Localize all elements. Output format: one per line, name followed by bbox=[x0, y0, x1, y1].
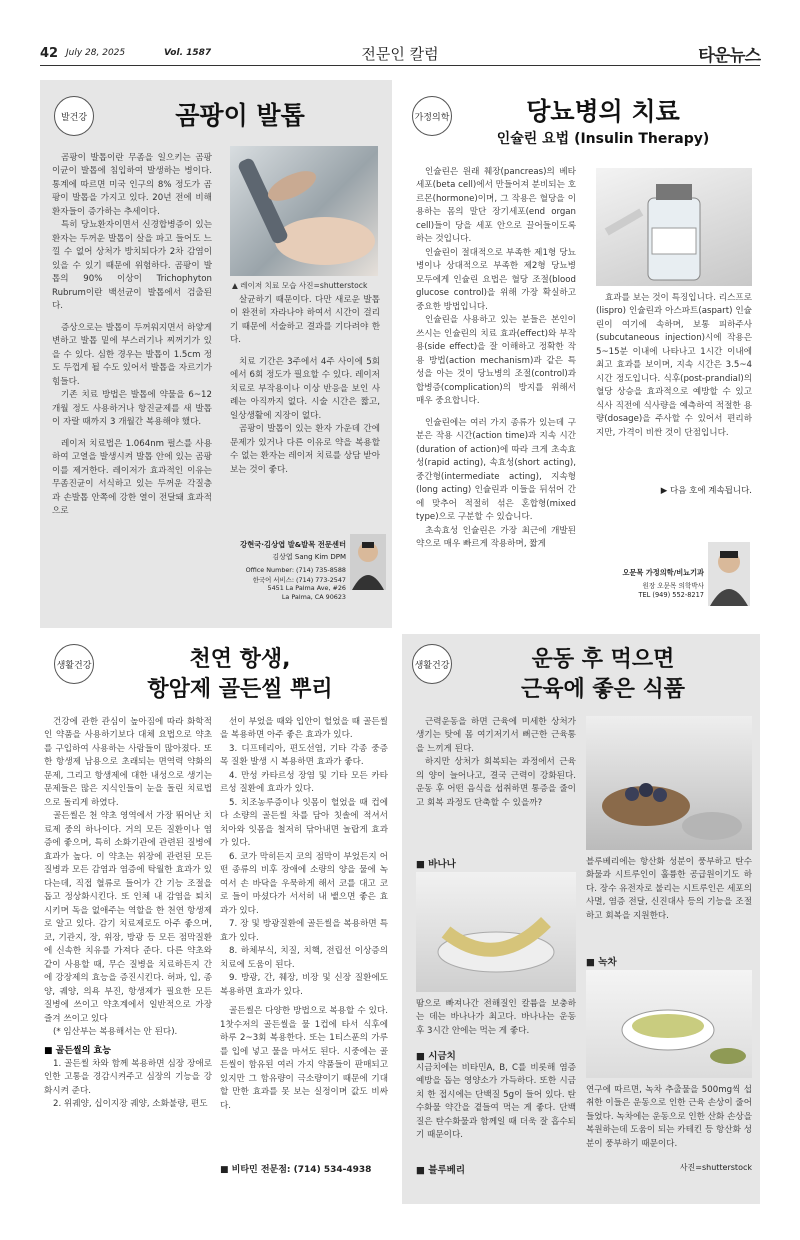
list-item: 2. 위궤양, 십이지장 궤양, 소화불량, 편도 bbox=[53, 1099, 208, 1110]
address-line2: La Palma, CA 90623 bbox=[281, 593, 346, 601]
paragraph: 인슐린이 절대적으로 부족한 제1형 당뇨병이나 상대적으로 부족한 제2형 당뇨병 모두에게 인슐린 요법은 혈당 조절(blood glucose control)을 위해 가장 확실하고 중요한 방법입니다. bbox=[416, 247, 576, 312]
paragraph: 증상으로는 발톱이 두꺼워지면서 하얗게 변하고 발톱 밑에 부스러기나 찌꺼기가 있을 수 있다. 심한 경우는 발톱이 1.5cm 정도 두껍게 될 수도 있어서 발톱을 자르기가 힘들다. bbox=[52, 322, 212, 387]
paragraph: 골든씰은 다양한 방법으로 복용할 수 있다. 1찻수저의 골든씰을 물 1컵에 타서 식후에 하루 2~3회 복용한다. 또는 1티스푼의 가루를 입에 넣고 물을 마셔도 된다. 시중에는 골든씰이 함유된 여러 가지 약품들이 판매되고 있지만 그 함유량이 극소량이기 때문에 기대할 만한 효과를 못 보는 실정이며 값도 비싸다. bbox=[220, 1006, 388, 1111]
article-title-line1: 운동 후 먹으면 bbox=[531, 647, 675, 672]
article-body-col1 bbox=[52, 152, 212, 614]
category-badge: 가정의학 bbox=[412, 96, 452, 136]
list-item: 7. 장 및 방광질환에 골든씰을 복용하면 특효가 있다. bbox=[220, 919, 388, 943]
category-badge: 생활건강 bbox=[54, 644, 94, 684]
article-title: 당뇨병의 치료 bbox=[526, 97, 680, 126]
paragraph: 골든씰은 천 약초 영역에서 가장 뛰어난 치료제 중의 하나이다. 거의 모든 질환이나 염증에 좋으며, 특히 소화기관에 관련된 질병에 효과가 높다. 이 약초는 위장에 관련된 모든 질병과 모든 감염과 염증에 탁월한 효과가 있다는데, 직접 혈류로 들어가 간 기능 조절을 돕고 정상화시킨다. 또 인체 내 감염을 퇴치시키며 독을 없애주는 역할을 한 천연 항생제로 알고 있다. 감기 치료제로도 아주 좋으며, 코, 기관지, 장, 위장, 방광 등 모든 점막질환에 신속한 치유를 가져다 준다. 다른 약초와 같이 사용할 때, 무슨 질병을 치료하든지 간에 강장제의 효능을 증진시킨다. 허파, 입, 종양, 궤양, 의욕 부진, 항생제가 필요한 모든 질병에 쓰이고 약초계에서 일반적으로 가장 즐겨 쓰이고 있다 bbox=[44, 811, 212, 1024]
laser-treatment-photo bbox=[230, 146, 378, 276]
insulin-vial-photo bbox=[596, 168, 752, 286]
article-body-col2 bbox=[230, 294, 380, 522]
paragraph: 인슐린은 원래 췌장(pancreas)의 베타세포(beta cell)에서 만들어져 분비되는 호르몬(hormone)이며, 그 작용은 혈당을 이용하는 몸의 말단 장기세포(end organ cell)들이 당을 세포 안으로 끌어들이도록 하는 것입니다. bbox=[416, 167, 576, 245]
category-badge: 발건강 bbox=[54, 96, 94, 136]
laser-treatment-illustration bbox=[230, 146, 378, 276]
list-item: 8. 하체부식, 치질, 치핵, 전립선 이상증의 치료에 도움이 된다. bbox=[220, 946, 388, 970]
paragraph: 살균하기 때문이다. 다만 새로운 발톱이 완전히 자라나야 하여서 시간이 걸리기 때문에 서술하고 결과를 기다려야 한다. bbox=[230, 295, 380, 346]
masthead-logo: 타운뉴스 bbox=[698, 46, 760, 66]
photo-caption: ▲ 레이저 치료 모습 사진=shutterstock bbox=[232, 281, 368, 290]
list-item: 9. 방광, 간, 췌장, 비장 및 신장 질환에도 복용하면 효과가 있다. bbox=[220, 973, 388, 997]
green-tea-photo bbox=[586, 970, 752, 1078]
article-body-col1 bbox=[416, 166, 576, 614]
list-item: 선이 부었을 때와 입안이 헐었을 때 골든씰을 복용하면 아주 좋은 효과가 있다. bbox=[220, 717, 388, 741]
article-title-line2: 항암제 골든씰 뿌리 bbox=[147, 677, 333, 702]
paragraph: 곰팡이 발톱이란 무좀을 일으키는 곰팡이균이 발톱에 침입하여 발생하는 병이다. 통계에 따르면 미국 인구의 8% 정도가 곰팡이 발톱을 가지고 있다. 20년 전에 비해 환자들이 증가하는 추세이다. bbox=[52, 153, 212, 217]
doctor-name: 오문목 가정의학/비뇨기과 bbox=[622, 568, 704, 577]
issue-volume: Vol. 1587 bbox=[164, 48, 212, 58]
spinach-heading: ■ 시금치 bbox=[416, 1051, 456, 1062]
list-item: 1. 골든씰 차와 함께 복용하면 심장 장애로 인한 고통을 경감시켜주고 심장의 기능을 강화시켜 준다. bbox=[44, 1058, 212, 1096]
address-line1: 5451 La Palma Ave, #26 bbox=[267, 584, 346, 592]
office-phone: Office Number: (714) 735-8588 bbox=[245, 566, 346, 574]
author-portrait bbox=[350, 534, 386, 590]
issue-date: July 28, 2025 bbox=[66, 48, 126, 58]
paragraph: 인슐린에는 여러 가지 종류가 있는데 구분은 작용 시간(action time)과 지속 시간(duration of action)에 따라 크게 초속효성(rapid acting), 속효성(short acting), 중간형(intermediate acting), 지속형(long acting) 인슐린과 이들을 뒤섞어 간에 맞추어 적절히 섞은 혼합형(mixed type)으로 구분할 수 있습니다. bbox=[416, 417, 576, 523]
paragraph: 기존 치료 방법은 발톱에 약물을 6~12개월 정도 사용하거나 항진균제를 새 발톱이 자랄 때까지 3 개월간 복용해야 했다. bbox=[52, 390, 212, 428]
blueberry-illustration bbox=[586, 716, 752, 850]
clinic-phone: TEL (949) 552-8217 bbox=[638, 591, 704, 599]
paragraph: 레이저 치료법은 1.064nm 펄스를 사용하여 고열을 발생시켜 발톱 안에 있는 곰팡이를 제거한다. 레이저가 효과적인 이유는 무좀진균이 서식하고 있는 두꺼운 각질층과 손발톱 안쪽에 강한 열이 전달돼 효과적으로 bbox=[52, 438, 212, 517]
green-tea-heading: ■ 녹차 bbox=[586, 957, 617, 968]
article-body-col1 bbox=[44, 716, 212, 1204]
blueberry-heading: ■ 블루베리 bbox=[416, 1165, 465, 1176]
paragraph: 초속효성 인슐린은 가장 최근에 개발된 약으로 매우 빠르게 작용하며, 짧게 bbox=[416, 525, 576, 550]
photo-credit: 사진=shutterstock bbox=[679, 1163, 752, 1172]
section-title: 전문인 칼럼 bbox=[361, 45, 439, 63]
clinic-name: 강현국·김상엽 발&발목 전문센터 bbox=[240, 540, 346, 549]
article-subtitle: 인슐린 요법 (Insulin Therapy) bbox=[496, 131, 710, 147]
article-title-line2: 근육에 좋은 식품 bbox=[520, 677, 686, 702]
list-item: 4. 만성 카타르성 장염 및 기타 모든 카타르성 질환에 효과가 있다. bbox=[220, 770, 388, 795]
paragraph: 하지만 상처가 회복되는 과정에서 근육의 양이 늘어나고, 결국 근력이 강화된다. 운동 후 어떤 음식을 섭취하면 통증을 줄이고 회복 과정도 단축할 수 있을까? bbox=[416, 757, 576, 808]
list-item: 6. 코가 막히든지 코의 점막이 부었든지 어떤 종류의 비후 장애에 소량의 양을 물에 녹여서 손 바닥을 우묵하게 해서 코를 대고 코로 들이 마셨다가 서서히 내 뱉으면 좋은 효과가 있다. bbox=[220, 851, 388, 916]
korean-service-phone: 한국어 서비스: (714) 773-2547 bbox=[252, 576, 346, 584]
paragraph: 특히 당뇨환자이면서 신경합병증이 있는 환자는 두꺼운 발톱이 살을 파고 들어도 느낄 수 없어 상처가 방치되다가 2차 감염이 있을 수 있기 때문에 위험하다. 곰팡이 발톱의 90% 이상이 Trichophyton Rubrum이란 백선균이 발톱에서 검출된다. bbox=[52, 220, 212, 312]
green-tea-text: 연구에 따르면, 녹차 추출물을 500mg씩 섭취한 이들은 운동으로 인한 근육 손상이 줄어들었다. 녹차에는 운동으로 인한 산화 손상을 복원하는데 도움이 되는 카테킨 등 항산화 성분이 풍부하기 때문이다. bbox=[586, 1085, 752, 1149]
paragraph: 인슐린을 사용하고 있는 분들은 본인이 쓰시는 인슐린의 치료 효과(effect)와 부작용(side effect)을 잘 이해하고 정확한 작용 방법(action mechanism)과 같은 특성을 아는 것이 당뇨병의 조절(control)과 합병증(complication)의 방지를 위해서 매우 중요합니다. bbox=[416, 315, 576, 407]
page-number: 42 bbox=[40, 46, 59, 61]
article-post-workout-foods bbox=[402, 634, 760, 1204]
paragraph: 곰팡이 발톱이 있는 환자 가운데 간에 문제가 있거나 다른 이유로 약을 복용할 수 없는 환자는 레이저 치료를 상담 받아 보는 것이 좋다. bbox=[230, 424, 380, 475]
insulin-vial-illustration bbox=[596, 168, 752, 286]
spinach-text: 시금치에는 비타민A, B, C를 비롯해 염증 예방을 돕는 영양소가 가득하다. 또한 시금치 한 접시에는 단백질 5g이 들어 있다. 탄수화물 약간을 곁들여 먹는 게 좋다. 단백질은 탄수화물과 함께일 때 더욱 잘 흡수되기 때문이다. bbox=[416, 1063, 576, 1141]
paragraph: 치료 기간은 3주에서 4주 사이에 5회에서 6회 정도가 필요할 수 있다. 레이저 치료로 부작용이나 이상 반응을 보인 사례는 아직까지 없다. 시술 시간은 짧고, 일상생활에 지장이 없다. bbox=[230, 356, 380, 421]
author-box bbox=[226, 534, 386, 614]
intro-text bbox=[416, 716, 576, 852]
article-diabetes bbox=[402, 80, 760, 628]
category-badge: 생활건강 bbox=[412, 644, 452, 684]
banana-illustration bbox=[416, 872, 576, 992]
paragraph: 건강에 관한 관심이 높아짐에 따라 화학적인 약품을 사용하기보다 대체 요법으로 약초를 구입하여 사용하는 사람들이 많아졌다. 또한 항생제 남용으로 초래되는 면역력 약화의 문제, 그리고 항생제에 대한 내성으로 생기는 문제들은 많은 지식인들이 눈을 돌린 치료법으로 돌리게 하였다. bbox=[44, 717, 212, 808]
list-item: 5. 치조농루증이나 잇몸이 헐었을 때 컵에 다 소량의 골든씰 차를 담아 칫솔에 적셔서 치아와 잇몸을 철저히 닦아내면 놀랍게 효과가 있다. bbox=[220, 797, 388, 849]
doctor-title: 원장 오문목 의학박사 bbox=[642, 582, 704, 590]
article-goldenseal bbox=[40, 634, 392, 1204]
article-body-col2 bbox=[220, 716, 388, 1178]
article-title: 곰팡이 발톱 bbox=[175, 101, 305, 130]
benefits-heading: ■ 골든씰의 효능 bbox=[44, 1045, 111, 1056]
list-item: 3. 디프테리아, 편도선염, 기타 각종 중증 목 질환 발생 시 복용하면 효과가 좋다. bbox=[220, 743, 388, 768]
banana-text: 땀으로 빠져나간 전해질인 칼륨을 보충하는 데는 바나나가 최고다. 바나나는 운동 후 3시간 안에는 먹는 게 좋다. bbox=[416, 999, 576, 1036]
author-box bbox=[596, 538, 752, 618]
banana-heading: ■ 바나나 bbox=[416, 859, 456, 870]
paragraph: (* 임산부는 복용해서는 안 된다). bbox=[53, 1027, 178, 1038]
paragraph: 근력운동을 하면 근육에 미세한 상처가 생기는 탓에 몸 여기저기서 뻐근한 근육통을 느끼게 된다. bbox=[416, 717, 576, 754]
green-tea-illustration bbox=[586, 970, 752, 1078]
page-header bbox=[40, 40, 760, 66]
author-portrait bbox=[708, 542, 750, 606]
banana-photo bbox=[416, 872, 576, 992]
article-body-col2 bbox=[596, 292, 752, 500]
blueberry-text: 블루베리에는 항산화 성분이 풍부하고 탄수화물과 시트루인이 훌륭한 공급원이기도 하다. 장수 유전자로 불리는 시트루인은 세포의 사멸, 염증 전달, 신진대사 등의 기능을 조절하고 회복을 지원한다. bbox=[586, 857, 752, 921]
paragraph: 효과를 보는 것이 특징입니다. 리스프로(lispro) 인슐린과 아스파트(aspart) 인슐린이 여기에 속하며, 보통 피하주사(subcutaneous injection)시에 작용은 5~15분 이내에 나타나고 1시간 이내에 최고 효과를 보이며, 지속 시간은 3.5~4시간 정도입니다. 식후(post-prandial)의 혈당 상승을 효과적으로 예방할 수 있고 식사 직전에 식사량을 예측하여 적절한 용량(dosage)을 주사할 수 있어서 편리하지만, 가격이 비싼 것이 단점입니다. bbox=[596, 293, 752, 438]
doctor-name: 김상엽 Sang Kim DPM bbox=[272, 553, 346, 561]
continued-note: ▶ 다음 호에 계속됩니다. bbox=[660, 486, 752, 496]
blueberry-photo bbox=[586, 716, 752, 850]
article-title-line1: 천연 항생, bbox=[189, 647, 291, 672]
article-toenail-fungus bbox=[40, 80, 392, 628]
vitamin-store-contact: ■ 비타민 전문점: (714) 534-4938 bbox=[220, 1165, 372, 1175]
